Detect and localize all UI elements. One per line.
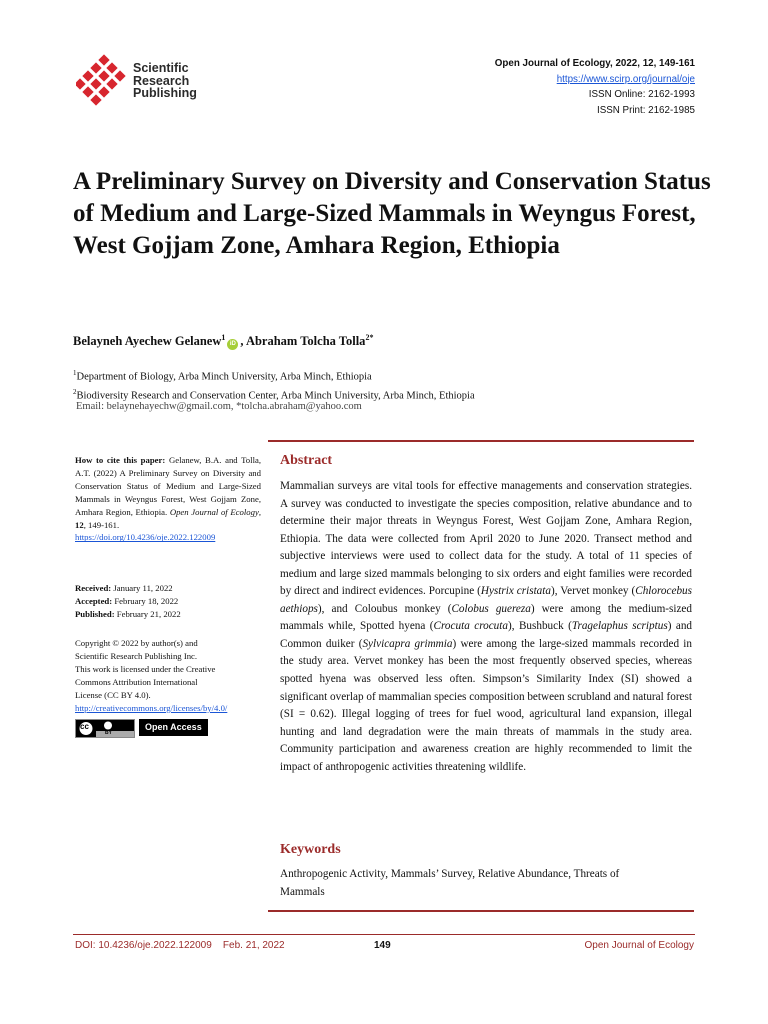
copyright-line: Commons Attribution International <box>75 677 198 687</box>
footer-journal-name: Open Journal of Ecology <box>584 940 694 951</box>
orcid-icon[interactable]: iD <box>227 339 238 350</box>
publisher-name-line1: Scientific <box>133 61 189 75</box>
footer-date: Feb. 21, 2022 <box>222 940 285 951</box>
how-to-cite: How to cite this paper: Gelanew, B.A. and Tolla, A.T. (2022) A Preliminary Survey on Diversity and Conservation Status of Medium and Large-Sized Mammals in Weyngus Forest, West Gojjam Zone, Amhara Region, Ethiopia. Open Journal of Ecology, 12, 149-161. https://doi.org/10.4236/oje.2022.122009 <box>75 455 262 543</box>
publisher-name-line2: Research <box>133 73 190 88</box>
cite-doi-link[interactable]: https://doi.org/10.4236/oje.2022.122009 <box>75 532 216 543</box>
species-name: Colobus guereza <box>451 602 531 615</box>
published-row <box>75 608 181 621</box>
affiliation-sup: 1 <box>73 369 77 377</box>
affiliation-text: Department of Biology, Arba Minch University, Arba Minch, Ethiopia <box>76 371 372 383</box>
cite-volume: 12 <box>75 519 84 530</box>
keywords-bottom-rule <box>268 910 694 912</box>
abstract-segment: ), Vervet monkey ( <box>550 585 636 598</box>
received-date: January 11, 2022 <box>113 583 173 593</box>
author-list <box>73 333 373 350</box>
footer-rule <box>73 934 695 935</box>
species-name: Sylvicapra grimmia <box>362 637 453 650</box>
copyright-line: This work is licensed under the Creative <box>75 664 216 674</box>
copyright-line: Scientific Research Publishing Inc. <box>75 651 198 661</box>
journal-citation-line: Open Journal of Ecology, 2022, 12, 149-161 <box>494 58 695 69</box>
abstract-segment: ) and Common duiker ( <box>280 620 693 650</box>
affiliation-text: Biodiversity Research and Conservation Center, Arba Minch University, Arba Minch, Ethiopia <box>76 390 475 401</box>
cc-label: cc <box>80 722 89 731</box>
footer-doi-date <box>75 940 285 951</box>
paper-title: A Preliminary Survey on Diversity and Conservation Status of Medium and Large-Sized Mammals in Weyngus Forest, West Gojjam Zone, Amhara Region, Ethiopia <box>73 168 711 259</box>
author-name: Belayneh Ayechew Gelanew <box>73 334 222 349</box>
abstract-segment: Mammalian surveys are vital tools for effective managements and conservation strategies. A survey was conducted to investigate the species composition, relative abundance and to determine their major threats in Weyngus Forest, West Gojjam Zone, Amhara Region, Ethiopia. The data were collected from April 2020 to June 2020. Transect method and subjective interviews were used to collect data for the study. A total of 11 species of medium and large sized mammals belonging to six orders and eight families were recorded by direct and indirect evidences. Porcupine ( <box>280 480 692 598</box>
journal-url-link[interactable]: https://www.scirp.org/journal/oje <box>556 73 695 85</box>
affiliations <box>73 366 475 403</box>
abstract-segment: ) were among the large-sized mammals recorded in the study area. Vervet monkey has been the most frequently observed species, whereas spotted hyena was observed less often. Simpson’s Similarity Index (SI) showed a significant overlap of mammalian species composition between scrubland and natural forest (SI = 0.62). Illegal logging of trees for fuel wood, agricultural land expansion, illegal hunting and land degradation were the main threats of mammals in the study area. Community participation and awareness creation are highly recommended to limit the impact of anthropogenic activities threatening wildlife. <box>280 637 692 773</box>
publisher-logo-icon <box>76 54 132 110</box>
footer-doi: DOI: 10.4236/oje.2022.122009 <box>75 940 212 951</box>
published-label: Published: <box>75 609 115 619</box>
received-label: Received: <box>75 583 112 593</box>
author-affil-sup: 2* <box>365 333 374 342</box>
publisher-name <box>133 62 197 100</box>
published-date: February 21, 2022 <box>116 609 181 619</box>
abstract-heading: Abstract <box>280 453 333 468</box>
keywords-heading: Keywords <box>280 842 341 857</box>
copyright-line: License (CC BY 4.0). <box>75 690 151 700</box>
page-number: 149 <box>374 940 391 951</box>
author-separator: , <box>240 334 246 349</box>
author-affil-sup: 1 <box>221 333 226 342</box>
species-name: Crocuta crocuta <box>433 620 508 633</box>
abstract-top-rule <box>268 440 694 442</box>
abstract-segment: ), Bushbuck ( <box>507 620 572 633</box>
species-name: Hystrix cristata <box>480 585 551 598</box>
author-name: Abraham Tolcha Tolla <box>245 334 366 349</box>
publisher-name-line3: Publishing <box>133 86 197 100</box>
abstract-segment: ) were among the medium-sized mammals while, Spotted hyena ( <box>280 602 692 633</box>
abstract-segment: ), and Coloubus monkey ( <box>317 602 452 615</box>
issn-print: ISSN Print: 2162-1985 <box>596 104 695 116</box>
accepted-date: February 18, 2022 <box>114 596 179 606</box>
license-badges <box>75 719 208 737</box>
affiliation-sup: 2 <box>73 387 77 396</box>
species-name: Chlorocebus aethiops <box>280 585 692 615</box>
keywords-text: Anthropogenic Activity, Mammals’ Survey, Relative Abundance, Threats of Mammals <box>280 868 620 898</box>
received-row <box>75 582 181 595</box>
cite-pages: , 149-161. <box>83 519 120 530</box>
copyright-notice <box>75 637 265 715</box>
cite-label: How to cite this paper: <box>75 455 166 465</box>
accepted-row <box>75 595 181 608</box>
cc-by-label: BY <box>105 730 112 736</box>
affiliation-1 <box>73 366 475 385</box>
copyright-line: Copyright © 2022 by author(s) and <box>75 638 198 648</box>
cite-journal: Open Journal of Ecology <box>169 506 259 517</box>
species-name: Tragelaphus scriptus <box>571 620 668 633</box>
issn-online: ISSN Online: 2162-1993 <box>588 89 695 100</box>
license-link[interactable]: http://creativecommons.org/licenses/by/4.0/ <box>75 703 228 713</box>
author-emails: Email: belaynehayechw@gmail.com, *tolcha.abraham@yahoo.com <box>76 401 362 412</box>
abstract-body <box>280 478 692 776</box>
cc-by-badge-icon[interactable] <box>75 719 135 738</box>
journal-info <box>495 56 695 118</box>
open-access-badge[interactable]: Open Access <box>139 719 208 736</box>
accepted-label: Accepted: <box>75 596 113 606</box>
publication-dates <box>75 582 181 621</box>
cite-text: Gelanew, B.A. and Tolla, A.T. (2022) A Preliminary Survey on Diversity and Conservation Status of Medium and Large-Sized Mammals in Weyngus Forest, West Gojjam Zone, Amhara Region, Ethiopia. <box>75 455 262 517</box>
